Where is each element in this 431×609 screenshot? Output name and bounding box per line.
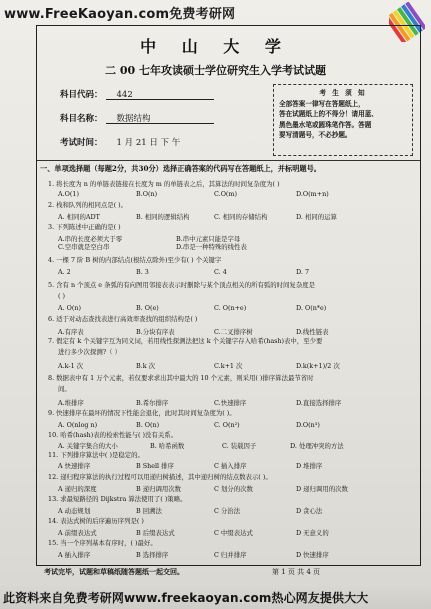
answer-option: C.二叉排序树 xyxy=(214,328,253,336)
answer-option: A.串的长度必须大于零 xyxy=(58,235,123,243)
question-text: 14. 表达式树的后序遍历序列是( ) xyxy=(48,517,144,525)
answer-option: B.串中元素只能是字母 xyxy=(176,235,241,243)
subject-name-label: 科目名称： xyxy=(60,114,103,124)
site-watermark-top: www.FreeKaoyan.com免费考研网 xyxy=(4,7,236,22)
answer-option: B.分块有序表 xyxy=(136,328,175,336)
answer-option: B 回溯法 xyxy=(136,507,162,515)
answer-option: A. 相同的ADT xyxy=(58,213,100,221)
answer-option: D.线性链表 xyxy=(296,328,329,336)
answer-option: D 堆排序 xyxy=(296,462,323,470)
answer-option: B.O(n) xyxy=(136,190,158,198)
answer-option: D.O(n³) xyxy=(296,421,320,429)
answer-option: A. 关键字集合的大小 xyxy=(58,442,118,450)
question-text-continued: ( ) xyxy=(58,292,66,300)
answer-option: D.串是一种特殊的线性表 xyxy=(176,243,247,251)
answer-option: D.k(k+1)/2 次 xyxy=(296,362,340,370)
university-title: 中 山 大 学 xyxy=(140,37,291,56)
question-text: 4. 一棵 7 阶 B 树的内部结点(根结点除外)至少有( ) 个关键字 xyxy=(48,256,222,264)
answer-option: C.快速排序 xyxy=(214,399,247,407)
answer-option: D 递归调用的次数 xyxy=(296,485,348,493)
answer-option: A 递归的深度 xyxy=(58,485,97,493)
answer-option: B 选择排序 xyxy=(136,551,169,559)
answer-option: A 插入排序 xyxy=(58,551,91,559)
answer-option: D 快速排序 xyxy=(296,551,329,559)
answer-option: A 快速排序 xyxy=(58,462,91,470)
answer-option: A.堆排序 xyxy=(58,399,84,407)
question-text: 12. 递归程序算法的执行过程可以用递归树描述，其中递归树的结点数表示( )。 xyxy=(48,473,272,481)
answer-option: B.希尔排序 xyxy=(136,399,169,407)
footer-note: 考试完毕，试题和草稿纸随答题纸一起交回。 xyxy=(44,567,184,576)
notice-line: 要写清题号，不必抄题。 xyxy=(279,131,352,139)
exam-time-row xyxy=(60,136,180,148)
answer-option: D.O(m+n) xyxy=(296,190,329,198)
exam-time-label: 考试时间： xyxy=(60,138,103,148)
answer-option: C. O(n²) xyxy=(214,421,240,429)
subject-code-label: 科目代码： xyxy=(60,90,103,100)
answer-option: B. 3 xyxy=(136,268,149,276)
answer-option: C 归并排序 xyxy=(214,551,247,559)
question-text: 11. 下列排序算法中( )是稳定的。 xyxy=(48,451,144,459)
question-text: 5. 含有 n 个顶点 e 条弧的有向图用邻接表表示时删除与某个顶点相关的所有弧的时间复杂度是 xyxy=(48,281,315,289)
candidate-notice-box xyxy=(273,84,413,156)
question-text-continued: 间。 xyxy=(58,385,71,393)
subject-underline xyxy=(106,123,214,124)
answer-option: B. 哈希函数 xyxy=(150,442,185,450)
answer-option: A 前缀表达式 xyxy=(58,529,97,537)
answer-option: C.O(m) xyxy=(214,190,237,198)
answer-option: C.k+1 次 xyxy=(214,362,243,370)
answer-option: C. 4 xyxy=(214,268,227,276)
site-watermark-bottom-bar xyxy=(0,586,431,609)
answer-option: C. O(n+e) xyxy=(214,304,247,312)
answer-option: D.直接选择排序 xyxy=(296,399,342,407)
answer-option: A.有序表 xyxy=(58,328,84,336)
answer-option: C. 相同的存储结构 xyxy=(214,213,268,221)
exam-title: 二 00 七年攻读硕士学位研究生入学考试试题 xyxy=(105,64,326,77)
answer-option: A. O(n) xyxy=(58,304,82,312)
question-text: 10. 哈希(hash)表的检索性能与( )没有关系。 xyxy=(48,431,177,439)
answer-option: C.空串就是空白串 xyxy=(58,243,110,251)
question-text: 8. 数据表中有 1 万个元素，若仅要求求出其中最大的 10 个元素，则采用( )排序算法最节省时 xyxy=(48,374,314,382)
header-separator xyxy=(37,160,420,161)
answer-option: A.O(1) xyxy=(58,190,79,198)
answer-option: D. O(n*e) xyxy=(296,304,327,312)
answer-option: B 后缀表达式 xyxy=(136,529,175,537)
page-number: 第 1 页 共 4 页 xyxy=(272,568,321,576)
question-text: 3. 下列陈述中正确的是( ) xyxy=(48,223,121,231)
notice-title: 考 生 须 知 xyxy=(319,89,367,97)
answer-option: C. 装载因子 xyxy=(222,442,257,450)
answer-option: C 分治法 xyxy=(214,507,241,515)
exam-time-value: 1 月 21 日 下 午 xyxy=(116,138,181,148)
question-text: 9. 快速排序在最坏的情况下性能会退化，此时其时间复杂度为( )。 xyxy=(48,409,236,417)
notice-line: 黑色墨水笔或圆珠笔作答。答题 xyxy=(279,120,372,129)
site-watermark-bottom: 此资料来自免费考研网www.freekaoyan.com热心网友提供大大 xyxy=(3,591,369,605)
question-text: 6. 适于对动态查找表进行高效率查找的组织结构是( ) xyxy=(48,315,198,323)
notice-line: 答在试题纸上的不得分！请用蓝、 xyxy=(279,110,378,118)
subject-name-value: 数据结构 xyxy=(116,114,151,124)
answer-option: C 划分的次数 xyxy=(214,485,253,493)
code-underline xyxy=(106,99,214,100)
question-text: 13. 求最短路径的 Dijkstra 算法使用了( )策略。 xyxy=(48,495,187,503)
answer-option: D 贪心法 xyxy=(296,507,323,515)
question-text: 1. 将长度为 n 的单链表链接在长度为 m 的单链表之后，其算法的时间复杂度为( ) xyxy=(48,180,280,188)
answer-option: D. 处理冲突的方法 xyxy=(290,442,344,450)
answer-option: A. 2 xyxy=(58,268,71,276)
answer-option: B Shell 排序 xyxy=(136,462,174,470)
answer-option: C 插入排序 xyxy=(214,462,247,470)
answer-option: A. O(nlog n) xyxy=(58,421,98,429)
answer-option: A.k-1 次 xyxy=(58,362,84,370)
answer-option: C 中缀表达式 xyxy=(214,529,253,537)
question-text: 15. 当一个序列基本有序时，( )最好。 xyxy=(48,539,157,547)
question-text: 2. 栈和队列的相同点是( )。 xyxy=(48,201,128,209)
answer-option: B. O(e) xyxy=(136,304,159,312)
answer-option: D. 7 xyxy=(296,268,310,276)
answer-option: D. 相同的运算 xyxy=(296,213,337,221)
section-heading: 一、单项选择题（每题2分，共30分）选择正确答案的代码写在答题纸上，并标明题号。 xyxy=(40,164,321,173)
answer-option: B.k 次 xyxy=(136,362,156,370)
subject-code-value: 442 xyxy=(116,90,133,100)
answer-option: B 递归调用次数 xyxy=(136,485,182,493)
question-text: 7. 假定有 k 个关键字互为同义词，若用线性探测法把这 k 个关键字存入哈希(hash)表中，至少要 xyxy=(48,337,323,345)
notice-line: 全部答案一律写在答题纸上， xyxy=(279,99,365,108)
question-text-continued: 进行多少次探测?（ ） xyxy=(58,348,121,356)
answer-option: B. O(n) xyxy=(136,421,160,429)
answer-option: A 动态规划 xyxy=(58,507,91,515)
answer-option: D 无意义的 xyxy=(296,529,329,537)
answer-option: B. 相同的逻辑结构 xyxy=(136,213,190,221)
